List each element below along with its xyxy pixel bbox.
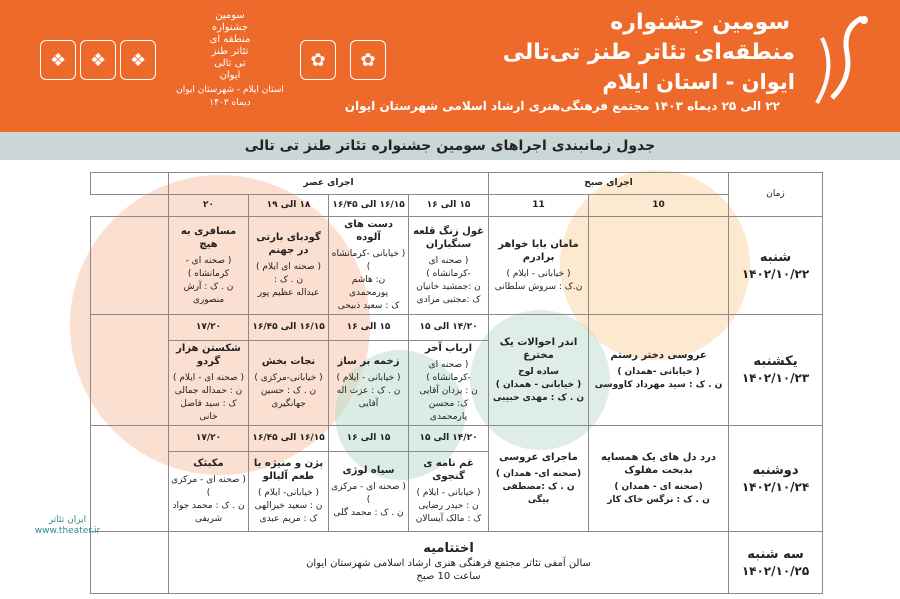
show-detail: ن . ک : آرش منصوری [183, 281, 234, 305]
show-cell [169, 452, 249, 532]
closing-venue: سالن آمفی تئاتر مجتمع فرهنگی هنری ارشاد اسلامی شهرستان ایوان [306, 558, 591, 569]
sponsor-logo-icon: ❖ [80, 40, 116, 80]
time-slot: 10 [589, 195, 729, 217]
side-logo-line: تی تالی [214, 58, 246, 69]
show-title: اندر احوالات یک مخترع [499, 336, 578, 361]
closing-title: اختتامیه [423, 541, 474, 556]
day-monday [729, 426, 823, 532]
sponsor-logo-icon: ❖ [40, 40, 76, 80]
show-detail: ( صحنه ای -کرمانشاه ) [426, 255, 471, 279]
show-detail: ک : مریم عبدی [259, 514, 318, 524]
show-title: سیاه لوژی [342, 464, 395, 476]
time-slot: ۱۷/۲۰ [169, 426, 249, 452]
day-saturday [729, 217, 823, 315]
emblem-icon: ✿ [350, 40, 386, 80]
show-cell [489, 217, 589, 315]
show-title: عروسی دختر رستم [610, 349, 707, 361]
show-detail: ن . ک : عزت اله آقایی [336, 386, 401, 409]
day-date: ۱۴۰۲/۱۰/۲۲ [741, 266, 810, 281]
time-slot: 11 [489, 195, 589, 217]
day-tuesday [729, 532, 823, 594]
day-name: یکشنبه [753, 354, 798, 369]
show-cell [409, 217, 489, 315]
show-detail: (صحنه ای - همدان ) [614, 481, 703, 492]
time-slot: ۱۶/۱۵ الی ۱۶/۴۵ [329, 195, 409, 217]
side-logo-caption: استان ایلام - شهرستان ایوان [176, 85, 284, 95]
day-name: شنبه [759, 249, 792, 265]
show-detail: ( خیابانی - ایلام ) [416, 488, 481, 498]
show-detail: ن . ک : سید مهرداد کاووسی [594, 379, 723, 390]
show-title: گودبای بارتی در جهنم [256, 232, 321, 256]
blank-cell [91, 173, 169, 195]
side-logo-date: دیماه ۱۴۰۳ [209, 98, 251, 108]
show-detail: ن . ک : مهدی حبیبی [492, 392, 585, 403]
page-title: جدول زمانبندی اجراهای سومین جشنواره تئاتر طنز تی تالی [244, 138, 656, 154]
show-detail: ن . ک : محمد گلی [333, 507, 404, 518]
show-detail: ( صحنه ای ایلام ) [256, 262, 321, 272]
sponsor-logo-icon: ❖ [120, 40, 156, 80]
time-slot: ۱۵ الی ۱۶ [329, 426, 409, 452]
show-detail: ( صحنه ای - مرکزی ) [331, 481, 406, 505]
time-slot: ۱۵ الی ۱۶ [409, 195, 489, 217]
show-detail: ن : حیدر رضایی [418, 501, 479, 511]
day-name: دوشنبه [752, 462, 799, 478]
time-slot: ۱۷/۲۰ [169, 315, 249, 341]
show-detail: ن : حمداله جمالی [174, 386, 243, 396]
show-title: درد دل های یک همسایه بدبخت مفلوک [601, 451, 717, 476]
show-title: نجات بخش [261, 356, 316, 367]
show-detail: ن : یزدان آقایی [419, 386, 478, 396]
show-detail: ( صحنه ای -کرمانشاه ) [426, 360, 471, 383]
show-cell [249, 217, 329, 315]
show-title: دست های آلوده [344, 219, 393, 243]
show-detail: ک : سعید ذبیحی [337, 301, 400, 311]
show-title: غول زنگ قلعه سنگباران [413, 225, 484, 250]
show-cell [409, 341, 489, 426]
show-cell [489, 315, 589, 426]
side-logo-line: سومین [215, 10, 245, 21]
show-title: زخمه بر ساز [337, 356, 400, 367]
watermark-url: www.theater.ir [34, 526, 101, 536]
show-detail: ن . ک : حسین جهانگیری [260, 386, 317, 409]
closing-time: ساعت 10 صبح [416, 571, 481, 582]
show-detail: ( خیابانی-مرکزی ) [254, 373, 323, 383]
day-date: ۱۴۰۲/۱۰/۲۴ [741, 479, 810, 494]
side-logo-line: جشنواره [211, 22, 249, 33]
side-logo-line: ایوان [219, 70, 241, 81]
show-detail: ( خیابانی - ایلام ) [336, 373, 401, 383]
show-cell [249, 452, 329, 532]
show-detail: ( خیابانی - ایلام ) [506, 268, 571, 279]
festival-header [0, 0, 900, 132]
side-festival-logo [175, 10, 285, 108]
show-cell [329, 452, 409, 532]
show-cell [489, 426, 589, 532]
day-name: سه شنبه [747, 546, 804, 562]
show-detail: ن . ک :مصطفی بیگی [502, 481, 575, 505]
time-slot: ۱۶/۱۵ الی ۱۶/۴۵ [249, 426, 329, 452]
show-detail: ( خیابانی -همدان ) [617, 366, 700, 377]
day-date: ۱۴۰۲/۱۰/۲۳ [741, 371, 810, 385]
show-cell [589, 217, 729, 315]
show-title: غم نامه ی گنجوی [423, 458, 474, 482]
show-title: شکستن هزار گردو [176, 343, 241, 367]
time-slot: ۱۴/۲۰ الی ۱۵ [409, 315, 489, 341]
show-detail: ک: محسن پارمحمدی [428, 399, 469, 422]
header-title-line2: منطقه‌ای تئاتر طنز تی‌تالی [502, 40, 795, 65]
show-cell [169, 341, 249, 426]
header-dates-venue: ۲۲ الی ۲۵ دیماه ۱۴۰۳ مجتمع فرهنگی‌هنری ارشاد اسلامی شهرستان ایوان [344, 99, 780, 113]
festival-logo-icon [802, 8, 882, 118]
show-detail: ن . ک : [273, 275, 304, 285]
time-slot: ۱۸ الی ۱۹ [249, 195, 329, 217]
show-detail: ( صحنه ای - کرمانشاه ) [185, 255, 232, 279]
time-slot: ۲۰ [169, 195, 249, 217]
show-detail: (صحنه ای- همدان ) [495, 468, 582, 479]
show-detail: ن :جمشید خانیان [416, 281, 481, 292]
show-detail: ن . ک : نرگس خاک کار [607, 494, 710, 505]
header-title-line3: ایوان - استان ایلام [602, 70, 795, 94]
morning-group-header: اجرای صبح [489, 173, 729, 195]
ministry-emblem-icon: ✿ [300, 40, 336, 80]
show-detail: ( خیابانی - همدان ) [495, 379, 582, 390]
show-detail: ( صحنه ای - مرکزی ) [171, 475, 246, 498]
show-cell [329, 341, 409, 426]
show-cell [409, 452, 489, 532]
show-detail: ک : مالک آیسالان [415, 514, 482, 524]
show-detail: ک :مجتبی مرادی [416, 294, 481, 305]
show-cell [589, 315, 729, 426]
show-title: مکبثک [193, 458, 224, 469]
watermark-title: ایران تئاتر [48, 515, 87, 525]
show-detail: ( خیابانی- ایلام ) [257, 488, 320, 498]
show-cell [249, 341, 329, 426]
show-cell [589, 426, 729, 532]
evening-group-header: اجرای عصر [169, 173, 489, 195]
time-slot: ۱۶/۱۵ الی ۱۶/۴۵ [249, 315, 329, 341]
show-title: پژن و منیژه با طعم آلبالو [253, 458, 324, 482]
show-detail: ک : سید فاضل خانی [180, 399, 237, 422]
theater-watermark [30, 515, 105, 585]
show-title: ارباب آخر [424, 343, 473, 354]
show-detail: ن.ک : سروش سلطانی [494, 281, 583, 292]
show-detail: ( خیابانی -کرمانشاه ) [331, 249, 406, 272]
show-detail: ن : سعید خیرالهی [254, 501, 323, 511]
header-title-line1: سومین جشنواره [610, 10, 790, 35]
side-logo-line: تئاتر طنز [211, 46, 249, 57]
show-cell [169, 217, 249, 315]
show-detail: ساده لوح [518, 366, 559, 377]
closing-ceremony-cell [169, 532, 729, 594]
time-header: زمان [729, 173, 823, 217]
schedule-table [90, 172, 823, 594]
show-cell [329, 217, 409, 315]
day-date: ۱۴۰۲/۱۰/۲۵ [741, 563, 810, 578]
title-band [0, 132, 900, 160]
day-sunday [729, 315, 823, 426]
blank-cell [91, 315, 169, 426]
show-detail: ن . ک : محمد جواد شریفی [172, 501, 245, 524]
show-detail: ن: هاشم پورمحمدی [348, 275, 389, 298]
show-detail: عبداله عظیم پور [257, 288, 320, 298]
show-detail: ( صحنه ای - ایلام ) [172, 373, 245, 383]
show-title: مامان بابا خواهر برادرم [498, 238, 579, 263]
show-title: ماجرای عروسی [499, 451, 578, 463]
time-slot: ۱۴/۲۰ الی ۱۵ [409, 426, 489, 452]
side-logo-line: منطقه ای [209, 34, 251, 45]
show-title: مسافری به هیچ [180, 225, 237, 250]
blank-cell [91, 217, 169, 315]
time-slot: ۱۵ الی ۱۶ [329, 315, 409, 341]
